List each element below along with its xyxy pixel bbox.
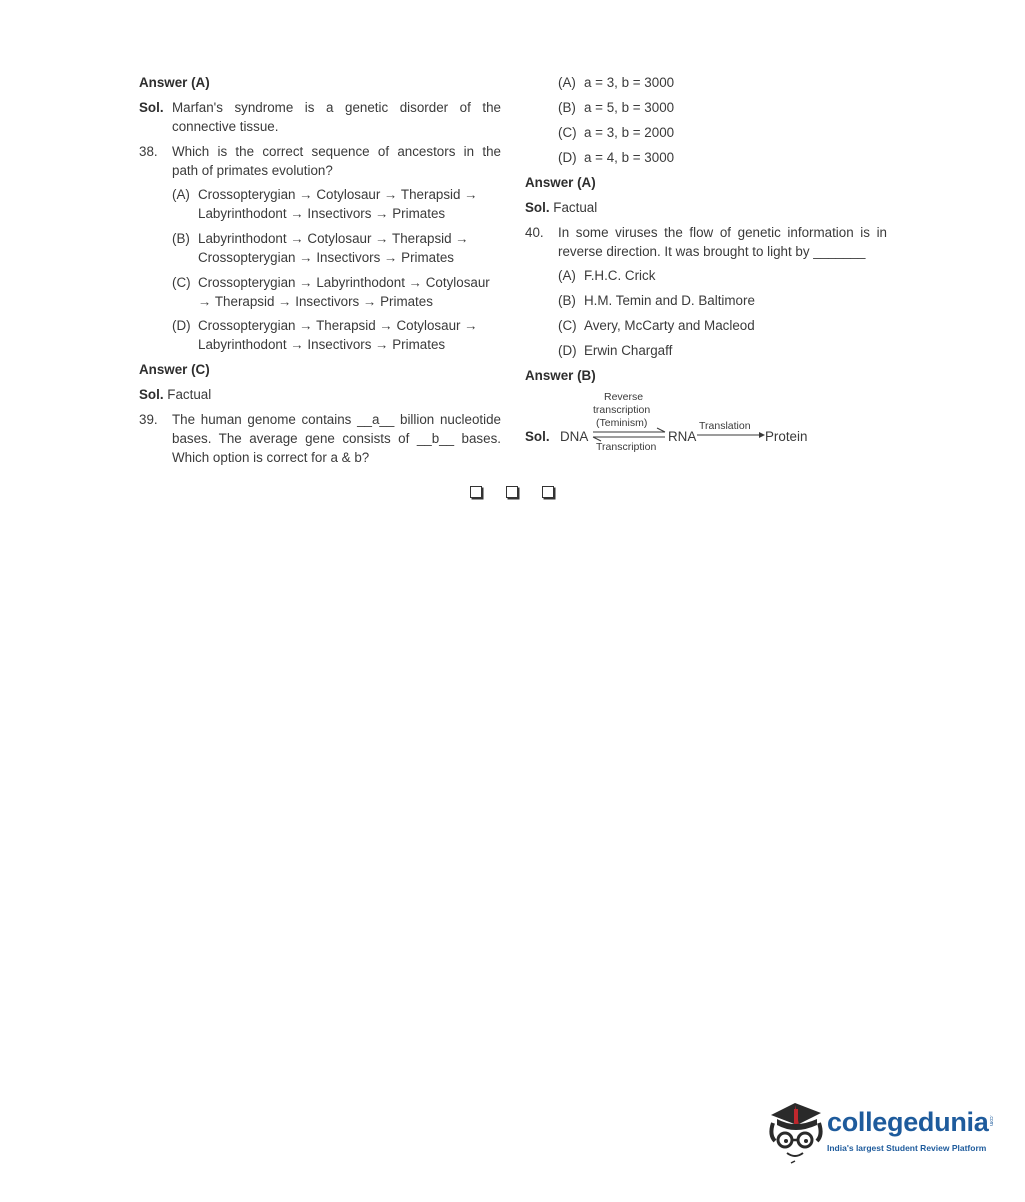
option-d (172, 316, 501, 356)
answer-label: Answer (A) (139, 75, 210, 90)
protein-label: Protein (765, 429, 808, 444)
question-text-line: Which is the correct sequence of ancestors in the (172, 144, 501, 159)
option-text: Avery, McCarty and Macleod (584, 318, 755, 333)
option-text-line: Labyrinthodont → Cotylosaur → Therapsid → (198, 231, 469, 246)
end-marker-square (470, 486, 482, 498)
mascot-icon (765, 1095, 827, 1170)
solution-block (139, 98, 501, 138)
transcription-below-label: Transcription (596, 441, 657, 453)
end-marker-square (506, 486, 518, 498)
question-text-line: Which option is correct for a & b? (172, 450, 370, 465)
blank-a: __a__ (357, 412, 395, 427)
central-dogma-diagram (525, 388, 845, 468)
option-label: (B) (172, 231, 190, 246)
option-text: a = 4, b = 3000 (584, 150, 675, 165)
rna-label: RNA (668, 429, 697, 444)
option-label: (B) (558, 293, 576, 308)
option-label: (D) (172, 318, 191, 333)
option-b (172, 229, 501, 269)
option-label: (C) (172, 275, 191, 290)
option-text-line: Crossopterygian → Therapsid → Cotylosaur → (198, 318, 478, 333)
dna-label: DNA (560, 429, 589, 444)
question-text-line: bases. The average gene consists of __b__ bases. (172, 431, 501, 446)
option-text-line: Crossopterygian → Labyrinthodont → Cotylosaur (198, 275, 490, 290)
sol-label: Sol. (525, 200, 550, 215)
translation-label: Translation (699, 420, 751, 432)
teminism-label: (Teminism) (596, 417, 648, 429)
answer-label: Answer (C) (139, 362, 210, 377)
sol-text-line: Marfan's syndrome is a genetic disorder of the (172, 100, 501, 115)
question-number: 40. (525, 225, 544, 240)
answer-label: Answer (B) (525, 368, 596, 383)
question-number: 38. (139, 144, 158, 159)
sol-label: Sol. (525, 429, 550, 444)
option-text: a = 3, b = 3000 (584, 75, 675, 90)
sol-label: Sol. (139, 100, 164, 115)
option-text-line: Crossopterygian → Cotylosaur → Therapsid → (198, 187, 478, 202)
option-text-line: Labyrinthodont → Insectivors → Primates (198, 337, 446, 352)
option-label: (C) (558, 125, 577, 140)
sol-label: Sol. (139, 387, 164, 402)
option-label: (A) (558, 268, 576, 283)
option-label: (D) (558, 150, 577, 165)
option-label: (B) (558, 100, 576, 115)
option-text-line: Labyrinthodont → Insectivors → Primates (198, 206, 446, 221)
logo-domain: .com (988, 1115, 994, 1126)
logo-tagline: India's largest Student Review Platform (827, 1143, 987, 1153)
solution-line (525, 198, 597, 217)
solution-line (139, 385, 211, 404)
question-39 (139, 410, 501, 470)
transcription-label: transcription (593, 404, 651, 416)
question-number: 39. (139, 412, 158, 427)
option-label: (C) (558, 318, 577, 333)
sol-text: Factual (553, 200, 598, 215)
collegedunia-logo (765, 1095, 995, 1170)
option-a (172, 185, 501, 225)
option-text: Erwin Chargaff (584, 343, 673, 358)
question-text-line: The human genome contains __a__ billion nucleotide (172, 412, 501, 427)
question-text-line: path of primates evolution? (172, 163, 333, 178)
question-40 (525, 223, 887, 263)
option-label: (A) (172, 187, 190, 202)
question-text-line: In some viruses the flow of genetic information is in (558, 225, 887, 240)
sol-text-line: connective tissue. (172, 119, 279, 134)
answer-label: Answer (A) (525, 175, 596, 190)
end-marker-square (542, 486, 554, 498)
option-label: (A) (558, 75, 576, 90)
option-text: F.H.C. Crick (584, 268, 656, 283)
question-text-line: reverse direction. It was brought to light by _______ (558, 244, 866, 259)
question-38 (139, 142, 501, 182)
option-text: H.M. Temin and D. Baltimore (584, 293, 755, 308)
sol-text: Factual (167, 387, 212, 402)
option-text: a = 5, b = 3000 (584, 100, 675, 115)
option-text-line: → Therapsid → Insectivors → Primates (198, 294, 433, 309)
option-c (172, 273, 501, 313)
option-label: (D) (558, 343, 577, 358)
option-text-line: Crossopterygian → Insectivors → Primates (198, 250, 454, 265)
reverse-label: Reverse (604, 391, 644, 403)
option-text: a = 3, b = 2000 (584, 125, 675, 140)
logo-wordmark: collegedunia (827, 1107, 989, 1137)
blank-b: __b__ (416, 431, 455, 446)
